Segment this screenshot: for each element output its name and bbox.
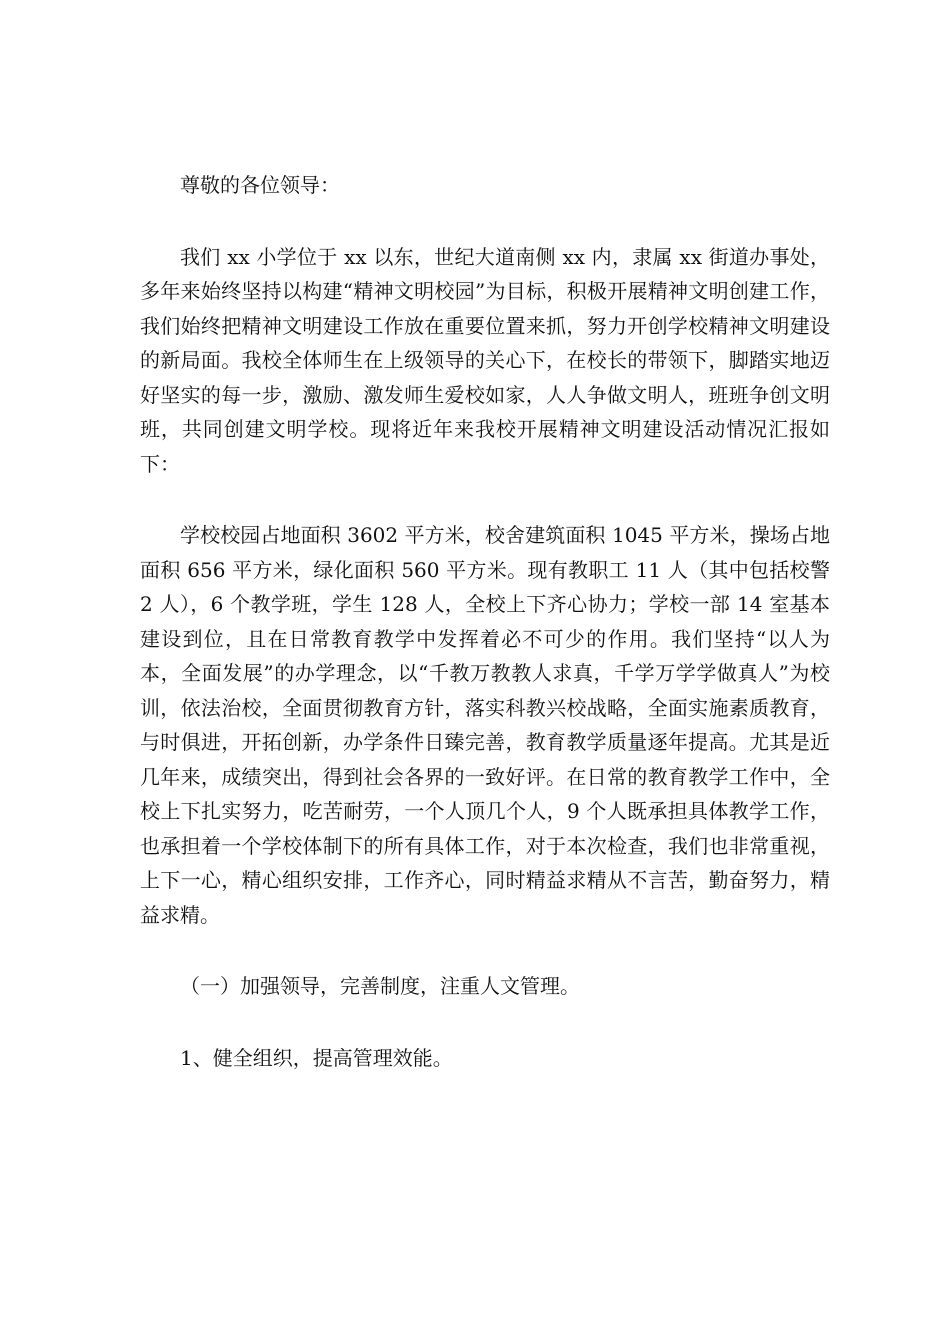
- document-body: [140, 160, 837, 1112]
- paragraph-school-overview: 学校校园占地面积 3602 平方米，校舍建筑面积 1045 平方米，操场占地面积 656 平方米，绿化面积 560 平方米。现有教职工 11 人（其中包括校警 2 人），6 个教学班，学生 128 人，全校上下齐心协力；学校一部 14 室基本建设到位，且在日常教育教学中发挥着必不可少的作用。我们坚持“以人为本，全面发展”的办学理念，以“千教万教教人求真，千学万学学做真人”为校训，依法治校，全面贯彻教育方针，落实科教兴校战略，全面实施素质教育，与时俱进，开拓创新，办学条件日臻完善，教育教学质量逐年提高。尤其是近几年来，成绩突出，得到社会各界的一致好评。在日常的教育教学工作中，全校上下扎实努力，吃苦耐劳，一个人顶几个人，9 个人既承担具体教学工作，也承担着一个学校体制下的所有具体工作，对于本次检查，我们也非常重视，上下一心，精心组织安排，工作齐心，同时精益求精从不言苦，勤奋努力，精益求精。: [140, 523, 837, 927]
- paragraph-intro: 我们 xx 小学位于 xx 以东，世纪大道南侧 xx 内，隶属 xx 街道办事处，多年来始终坚持以构建“精神文明校园”为目标，积极开展精神文明创建工作，我们始终把精神文明建设工作放在重要位置来抓，努力开创学校精神文明建设的新局面。我校全体师生在上级领导的关心下，在校长的带领下，脚踏实地迈好坚实的每一步，激励、激发师生爱校如家，人人争做文明人，班班争创文明班，共同创建文明学校。现将近年来我校开展精神文明建设活动情况汇报如下：: [140, 244, 830, 476]
- section-heading: （一）加强领导，完善制度，注重人文管理。: [180, 974, 580, 998]
- subsection-heading: 1、健全组织，提高管理效能。: [180, 1045, 453, 1070]
- salutation: 尊敬的各位领导：: [180, 173, 340, 197]
